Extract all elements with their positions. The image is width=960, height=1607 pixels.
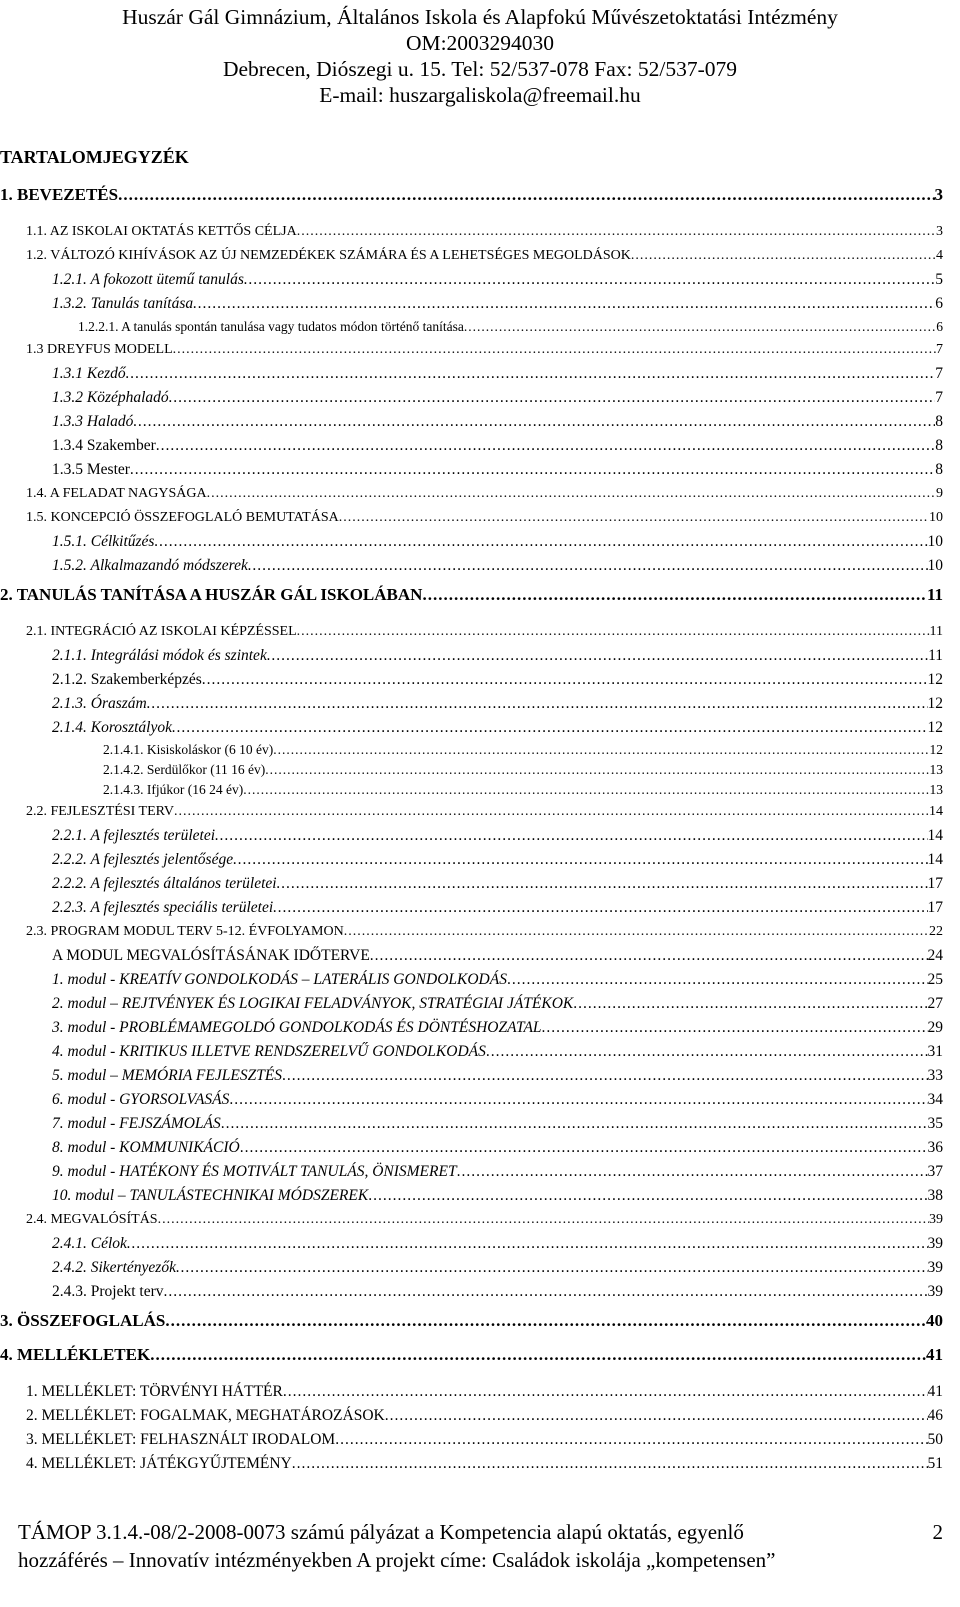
page-number: 2	[932, 1520, 943, 1544]
toc-entry[interactable]	[0, 1112, 943, 1136]
toc-entry[interactable]	[0, 944, 943, 968]
toc-entry-page: 14	[929, 804, 943, 819]
footer-project-line-2: hozzáférés – Innovatív intézményekben A projekt címe: Családok iskolája „kompetensen”	[18, 1548, 776, 1572]
toc-entry-label: A MODUL MEGVALÓSÍTÁSÁNAK IDŐTERVE	[52, 947, 370, 964]
toc-entry-page: 40	[926, 1311, 943, 1330]
school-header	[0, 4, 960, 108]
toc-entry[interactable]	[0, 292, 943, 316]
toc-leader-dots	[221, 1112, 928, 1136]
toc-entry-label: 2.1.4.2. Serdülőkor (11 16 év)	[103, 762, 266, 777]
toc-entry-label: 2.2.2. A fejlesztés általános területei	[52, 875, 277, 892]
toc-entry-page: 22	[929, 924, 943, 939]
toc-leader-dots	[297, 220, 936, 244]
toc-entry-page: 46	[927, 1407, 943, 1424]
toc-leader-dots	[207, 482, 936, 506]
toc-title: TARTALOMJEGYZÉK	[0, 147, 189, 167]
toc-entry[interactable]	[0, 1338, 943, 1372]
toc-leader-dots	[156, 434, 936, 458]
toc-leader-dots	[229, 1088, 927, 1112]
toc-entry[interactable]	[0, 780, 943, 800]
toc-entry[interactable]	[0, 1380, 943, 1404]
toc-leader-dots	[172, 716, 928, 740]
toc-leader-dots	[158, 1208, 929, 1232]
toc-entry-page: 17	[927, 899, 943, 916]
toc-leader-dots	[233, 848, 927, 872]
toc-entry-page: 8	[935, 413, 943, 430]
toc-leader-dots	[335, 1428, 927, 1452]
toc-entry[interactable]	[0, 968, 943, 992]
toc-entry-page: 13	[929, 762, 943, 777]
toc-entry-page: 7	[935, 365, 943, 382]
toc-entry-label: 3. modul - PROBLÉMAMEGOLDÓ GONDOLKODÁS ÉS DÖNTÉSHOZATAL	[52, 1019, 542, 1036]
toc-leader-dots	[169, 386, 936, 410]
toc-leader-dots	[631, 244, 936, 268]
toc-leader-dots	[164, 1280, 928, 1304]
toc-entry-label: 2.2. FEJLESZTÉSI TERV	[26, 804, 174, 819]
toc-entry-page: 3	[934, 185, 943, 204]
toc-entry[interactable]	[0, 716, 943, 740]
toc-leader-dots	[277, 872, 928, 896]
toc-entry[interactable]	[0, 824, 943, 848]
toc-entry-page: 24	[927, 947, 943, 964]
toc-leader-dots	[118, 178, 934, 212]
toc-entry-label: 1.4. A FELADAT NAGYSÁGA	[26, 486, 207, 501]
toc-entry[interactable]	[0, 338, 943, 362]
toc-entry[interactable]	[0, 896, 943, 920]
toc-entry-page: 5	[935, 271, 943, 288]
toc-entry-page: 35	[927, 1115, 943, 1132]
toc-leader-dots	[243, 780, 929, 800]
toc-leader-dots	[573, 992, 927, 1016]
toc-entry[interactable]	[0, 530, 943, 554]
toc-entry-page: 12	[929, 742, 943, 757]
toc-entry-page: 38	[927, 1187, 943, 1204]
toc-entry-label: 2.1.3. Óraszám	[52, 695, 147, 712]
toc-entry-page: 14	[927, 827, 943, 844]
toc-entry-label: 1. modul - KREATÍV GONDOLKODÁS – LATERÁLIS GONDOLKODÁS	[52, 971, 507, 988]
toc-entry-page: 9	[936, 486, 943, 501]
toc-entry-page: 10	[929, 510, 943, 525]
table-of-contents	[0, 178, 943, 1476]
toc-entry[interactable]	[0, 692, 943, 716]
toc-leader-dots	[173, 338, 936, 362]
page-footer	[18, 1518, 943, 1574]
toc-leader-dots	[248, 554, 928, 578]
toc-entry-label: 2.1. INTEGRÁCIÓ AZ ISKOLAI KÉPZÉSSEL	[26, 624, 297, 639]
toc-leader-dots	[486, 1040, 928, 1064]
toc-entry-page: 41	[927, 1383, 943, 1400]
toc-entry-label: 1.3.4 Szakember	[52, 437, 156, 454]
toc-leader-dots	[344, 920, 929, 944]
toc-leader-dots	[542, 1016, 928, 1040]
toc-entry-label: 2.2.2. A fejlesztés jelentősége	[52, 851, 234, 868]
toc-entry[interactable]	[0, 386, 943, 410]
toc-entry-page: 25	[927, 971, 943, 988]
toc-entry-page: 8	[935, 437, 943, 454]
toc-entry-label: 1.1. AZ ISKOLAI OKTATÁS KETTŐS CÉLJA	[26, 224, 297, 239]
toc-entry-label: 1.2. VÁLTOZÓ KIHÍVÁSOK AZ ÚJ NEMZEDÉKEK SZÁMÁRA ÉS A LEHETSÉGES MEGOLDÁSOK	[26, 248, 631, 263]
toc-entry[interactable]	[0, 482, 943, 506]
toc-entry-page: 31	[927, 1043, 943, 1060]
toc-entry-page: 13	[929, 782, 943, 797]
toc-entry[interactable]	[0, 1136, 943, 1160]
toc-entry-label: 1.3.3 Haladó	[52, 413, 134, 430]
toc-leader-dots	[154, 530, 927, 554]
toc-entry-page: 10	[927, 533, 943, 550]
toc-entry[interactable]	[0, 1184, 943, 1208]
toc-entry-label: 2.1.4. Korosztályok	[52, 719, 172, 736]
toc-entry-label: 2.4. MEGVALÓSÍTÁS	[26, 1212, 158, 1227]
toc-entry-label: 3. ÖSSZEFOGLALÁS	[0, 1311, 166, 1330]
toc-entry[interactable]	[0, 1404, 943, 1428]
toc-leader-dots	[267, 644, 928, 668]
toc-entry-label: 2.1.4.1. Kisiskoláskor (6 10 év)	[103, 742, 274, 757]
toc-entry[interactable]	[0, 1428, 943, 1452]
toc-leader-dots	[385, 1404, 928, 1428]
toc-entry[interactable]	[0, 1016, 943, 1040]
toc-entry-page: 34	[927, 1091, 943, 1108]
toc-entry[interactable]	[0, 316, 943, 338]
toc-entry-label: 1.2.2.1. A tanulás spontán tanulása vagy tudatos módon történő tanítása	[78, 319, 464, 334]
toc-entry-page: 11	[928, 647, 943, 664]
toc-entry[interactable]	[0, 1280, 943, 1304]
toc-entry-page: 37	[927, 1163, 943, 1180]
toc-entry-label: 1.3.5 Mester	[52, 461, 130, 478]
toc-entry-label: 1.3 DREYFUS MODELL	[26, 342, 173, 357]
toc-leader-dots	[202, 668, 928, 692]
toc-leader-dots	[215, 824, 927, 848]
toc-entry-page: 7	[936, 342, 943, 357]
toc-entry-label: 2.1.1. Integrálási módok és szintek	[52, 647, 267, 664]
toc-leader-dots	[174, 800, 929, 824]
toc-entry-page: 51	[927, 1455, 943, 1472]
toc-entry-page: 39	[927, 1259, 943, 1276]
toc-entry-label: 2.1.2. Szakemberképzés	[52, 671, 202, 688]
toc-entry-label: 1.3.2. Tanulás tanítása	[52, 295, 194, 312]
toc-leader-dots	[165, 1304, 926, 1338]
toc-leader-dots	[464, 316, 936, 338]
toc-entry[interactable]	[0, 1304, 943, 1338]
toc-entry-label: 2.3. PROGRAM MODUL TERV 5-12. ÉVFOLYAMON	[26, 924, 344, 939]
toc-entry-page: 17	[927, 875, 943, 892]
toc-leader-dots	[297, 620, 930, 644]
toc-leader-dots	[176, 1256, 928, 1280]
toc-entry-page: 8	[935, 461, 943, 478]
school-om-number: OM:2003294030	[405, 31, 555, 55]
toc-leader-dots	[126, 362, 936, 386]
toc-entry[interactable]	[0, 848, 943, 872]
toc-entry[interactable]	[0, 1064, 943, 1088]
toc-entry-page: 12	[927, 695, 943, 712]
toc-entry-label: 2. TANULÁS TANÍTÁSA A HUSZÁR GÁL ISKOLÁBAN	[0, 585, 423, 604]
toc-entry-page: 11	[926, 585, 943, 604]
toc-entry-page: 10	[927, 557, 943, 574]
toc-entry-label: 1.5.2. Alkalmazandó módszerek	[52, 557, 248, 574]
toc-entry-label: 1.3.1 Kezdő	[52, 365, 126, 382]
toc-entry-label: 1.3.2 Középhaladó	[52, 389, 169, 406]
toc-entry[interactable]	[0, 458, 943, 482]
toc-entry-page: 12	[927, 671, 943, 688]
toc-leader-dots	[282, 1064, 927, 1088]
toc-entry[interactable]	[0, 220, 943, 244]
toc-entry-label: 10. modul – TANULÁSTECHNIKAI MÓDSZEREK	[52, 1187, 369, 1204]
toc-entry[interactable]	[0, 992, 943, 1016]
school-email: E-mail: huszargaliskola@freemail.hu	[319, 83, 641, 107]
toc-entry[interactable]	[0, 1208, 943, 1232]
toc-entry-label: 6. modul - GYORSOLVASÁS	[52, 1091, 230, 1108]
toc-entry[interactable]	[0, 1088, 943, 1112]
toc-entry-label: 1. BEVEZETÉS	[0, 185, 119, 204]
toc-entry[interactable]	[0, 872, 943, 896]
toc-entry-label: 4. MELLÉKLET: JÁTÉKGYŰJTEMÉNY	[26, 1455, 292, 1472]
toc-entry-label: 2.2.3. A fejlesztés speciális területei	[52, 899, 274, 916]
toc-entry[interactable]	[0, 410, 943, 434]
school-address: Debrecen, Diószegi u. 15. Tel: 52/537-078 Fax: 52/537-079	[222, 57, 737, 81]
toc-entry[interactable]	[0, 760, 943, 780]
toc-leader-dots	[133, 410, 935, 434]
toc-entry-label: 2. MELLÉKLET: FOGALMAK, MEGHATÁROZÁSOK	[26, 1407, 385, 1424]
toc-leader-dots	[193, 292, 935, 316]
toc-entry[interactable]	[0, 1160, 943, 1184]
toc-entry-page: 11	[929, 624, 943, 639]
toc-entry-page: 6	[936, 319, 943, 334]
toc-entry[interactable]	[0, 1452, 943, 1476]
toc-leader-dots	[273, 740, 929, 760]
toc-entry-label: 1.2.1. A fokozott ütemű tanulás	[52, 271, 244, 288]
toc-entry[interactable]	[0, 668, 943, 692]
toc-entry-label: 1. MELLÉKLET: TÖRVÉNYI HÁTTÉR	[26, 1383, 283, 1400]
toc-entry[interactable]	[0, 920, 943, 944]
toc-entry-page: 41	[926, 1345, 943, 1364]
toc-entry[interactable]	[0, 740, 943, 760]
toc-entry-page: 39	[929, 1212, 943, 1227]
school-name: Huszár Gál Gimnázium, Általános Iskola és Alapfokú Művészetoktatási Intézmény	[122, 5, 838, 29]
toc-entry[interactable]	[0, 620, 943, 644]
toc-leader-dots	[457, 1160, 928, 1184]
toc-entry[interactable]	[0, 578, 943, 612]
toc-entry-page: 50	[927, 1431, 943, 1448]
toc-entry-label: 2.4.1. Célok	[52, 1235, 127, 1252]
toc-entry-page: 33	[927, 1067, 943, 1084]
toc-entry-label: 7. modul - FEJSZÁMOLÁS	[52, 1115, 221, 1132]
toc-leader-dots	[370, 944, 928, 968]
toc-entry-label: 5. modul – MEMÓRIA FEJLESZTÉS	[52, 1067, 283, 1084]
toc-entry-page: 4	[936, 248, 943, 263]
toc-entry[interactable]	[0, 554, 943, 578]
toc-leader-dots	[147, 692, 928, 716]
toc-leader-dots	[130, 458, 935, 482]
toc-entry-label: 9. modul - HATÉKONY ÉS MOTIVÁLT TANULÁS, ÖNISMERET	[52, 1163, 457, 1180]
toc-entry-label: 1.5.1. Célkitűzés	[52, 533, 155, 550]
toc-entry-page: 39	[927, 1283, 943, 1300]
toc-leader-dots	[368, 1184, 927, 1208]
toc-leader-dots	[507, 968, 928, 992]
toc-entry-label: 2.4.2. Sikertényezők	[52, 1259, 176, 1276]
toc-leader-dots	[127, 1232, 928, 1256]
toc-entry-page: 14	[927, 851, 943, 868]
footer-project-line-1: TÁMOP 3.1.4.-08/2-2008-0073 számú pályázat a Kompetencia alapú oktatás, egyenlő	[18, 1520, 744, 1544]
toc-entry[interactable]	[0, 1256, 943, 1280]
toc-entry-label: 2.1.4.3. Ifjúkor (16 24 év)	[103, 782, 244, 797]
toc-entry[interactable]	[0, 506, 943, 530]
toc-entry[interactable]	[0, 1040, 943, 1064]
toc-entry-page: 27	[927, 995, 943, 1012]
toc-entry-page: 6	[935, 295, 943, 312]
toc-entry[interactable]	[0, 1232, 943, 1256]
toc-leader-dots	[240, 1136, 928, 1160]
toc-entry-label: 2.4.3. Projekt terv	[52, 1283, 164, 1300]
toc-entry-page: 36	[927, 1139, 943, 1156]
toc-entry-page: 12	[927, 719, 943, 736]
toc-entry[interactable]	[0, 362, 943, 386]
toc-entry[interactable]	[0, 244, 943, 268]
toc-entry-label: 4. MELLÉKLETEK	[0, 1345, 151, 1364]
toc-entry[interactable]	[0, 644, 943, 668]
toc-entry-label: 4. modul - KRITIKUS ILLETVE RENDSZERELVŰ GONDOLKODÁS	[52, 1043, 486, 1060]
toc-entry-page: 39	[927, 1235, 943, 1252]
toc-entry-label: 2.2.1. A fejlesztés területei	[52, 827, 216, 844]
toc-entry[interactable]	[0, 800, 943, 824]
toc-leader-dots	[422, 578, 926, 612]
toc-entry-page: 29	[927, 1019, 943, 1036]
toc-leader-dots	[292, 1452, 928, 1476]
toc-entry[interactable]	[0, 178, 943, 212]
toc-entry-label: 1.5. KONCEPCIÓ ÖSSZEFOGLALÓ BEMUTATÁSA	[26, 510, 339, 525]
toc-leader-dots	[339, 506, 929, 530]
toc-entry-page: 3	[936, 224, 943, 239]
toc-entry-label: 8. modul - KOMMUNIKÁCIÓ	[52, 1139, 240, 1156]
toc-entry-label: 3. MELLÉKLET: FELHASZNÁLT IRODALOM	[26, 1431, 336, 1448]
toc-leader-dots	[150, 1338, 926, 1372]
toc-leader-dots	[265, 760, 929, 780]
toc-leader-dots	[244, 268, 935, 292]
toc-entry[interactable]	[0, 434, 943, 458]
toc-entry-label: 2. modul – REJTVÉNYEK ÉS LOGIKAI FELADVÁNYOK, STRATÉGIAI JÁTÉKOK	[52, 995, 574, 1012]
toc-entry-page: 7	[935, 389, 943, 406]
toc-leader-dots	[283, 1380, 928, 1404]
toc-leader-dots	[273, 896, 927, 920]
toc-entry[interactable]	[0, 268, 943, 292]
